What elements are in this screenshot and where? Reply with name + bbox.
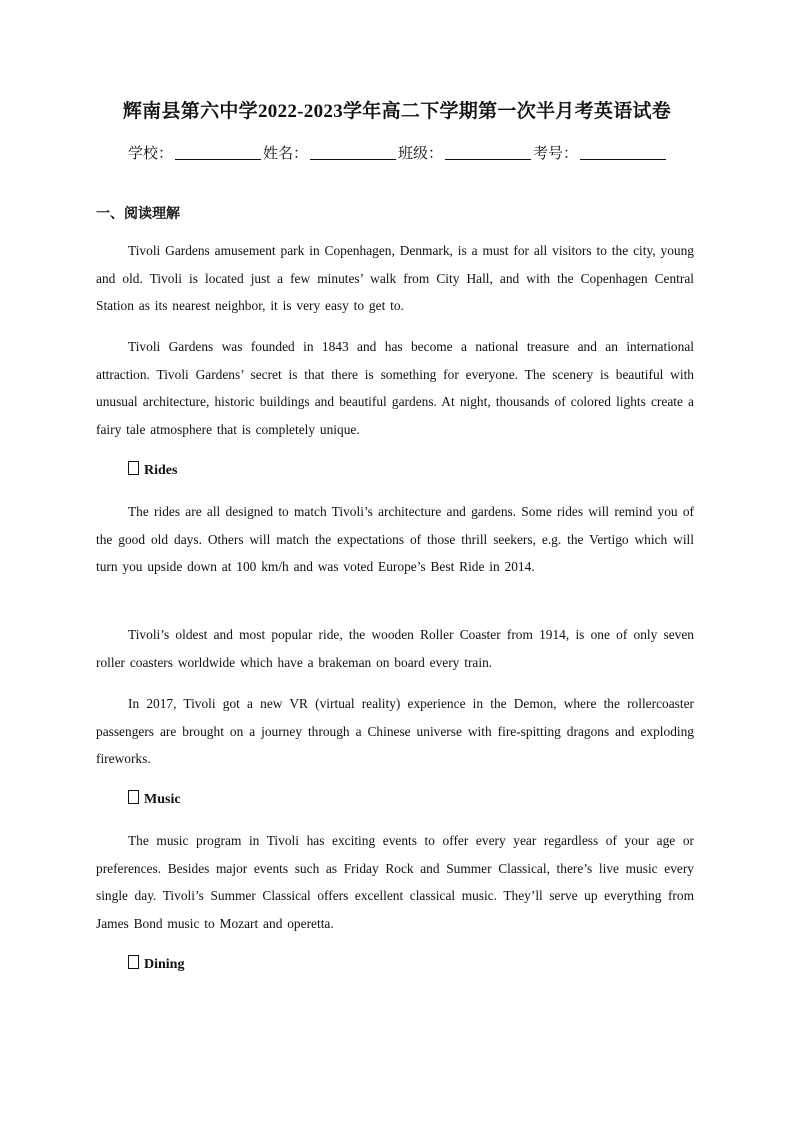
class-blank[interactable] xyxy=(445,144,531,160)
paragraph-text: In 2017, Tivoli got a new VR (virtual reality) experience in the Demon, where the rollercoaster passengers are brought on a journey through a Chinese universe with fire-spitting dragons and exploding fireworks. xyxy=(96,696,694,767)
name-label: 姓名： xyxy=(262,144,308,162)
checkbox-icon xyxy=(128,461,139,475)
student-info-line xyxy=(0,142,794,163)
exam-title: 辉南县第六中学2022-2023学年高二下学期第一次半月考英语试卷 xyxy=(122,101,672,122)
school-label: 学校： xyxy=(127,144,173,162)
paragraph-intro xyxy=(96,237,694,320)
subheading-music xyxy=(128,790,181,808)
name-field xyxy=(263,142,396,163)
subheading-label: Music xyxy=(144,792,181,807)
paragraph-text: Tivoli’s oldest and most popular ride, the wooden Roller Coaster from 1914, is one of only seven roller coasters worldwide which have a brakeman on board every train. xyxy=(96,627,694,670)
school-field xyxy=(128,142,261,163)
paragraph-rides-3 xyxy=(96,690,694,773)
subheading-rides xyxy=(128,461,177,479)
paragraph-text: Tivoli Gardens was founded in 1843 and has become a national treasure and an international attraction. Tivoli Gardens’ secret is that there is something for everyone. The scenery is beautiful with unusual architecture, historic buildings and beautiful gardens. At night, thousands of colored lights create a fairy tale atmosphere that is completely unique. xyxy=(96,339,694,437)
paragraph-history xyxy=(96,333,694,443)
name-blank[interactable] xyxy=(310,144,396,160)
paragraph-text: Tivoli Gardens amusement park in Copenhagen, Denmark, is a must for all visitors to the city, young and old. Tivoli is located just a few minutes’ walk from City Hall, and with the Copenhagen Central Station as its nearest neighbor, it is very easy to get to. xyxy=(96,243,694,314)
paragraph-text: The music program in Tivoli has exciting events to offer every year regardless of your age or preferences. Besides major events such as Friday Rock and Summer Classical, there’s live music every single day. Tivoli’s Summer Classical offers excellent classical music. They’ll serve up everything from James Bond music to Mozart and operetta. xyxy=(96,833,694,931)
class-label: 班级： xyxy=(398,144,444,162)
class-field xyxy=(398,142,531,163)
paragraph-rides-1 xyxy=(96,498,694,581)
paragraph-rides-2 xyxy=(96,621,694,676)
number-blank[interactable] xyxy=(580,144,666,160)
subheading-label: Dining xyxy=(144,957,185,972)
subheading-dining xyxy=(128,955,184,973)
number-label: 考号： xyxy=(533,144,579,162)
checkbox-icon xyxy=(128,790,139,804)
paragraph-music xyxy=(96,827,694,937)
subheading-label: Rides xyxy=(144,463,178,478)
school-blank[interactable] xyxy=(175,144,261,160)
paragraph-text: The rides are all designed to match Tivoli’s architecture and gardens. Some rides will remind you of the good old days. Others will match the expectations of those thrill seekers, e.g. the Vertigo which will turn you upside down at 100 km/h and was voted Europe’s Best Ride in 2014. xyxy=(96,504,694,575)
number-field xyxy=(533,142,666,163)
checkbox-icon xyxy=(128,955,139,969)
section-heading-reading: 一、阅读理解 xyxy=(96,206,180,222)
